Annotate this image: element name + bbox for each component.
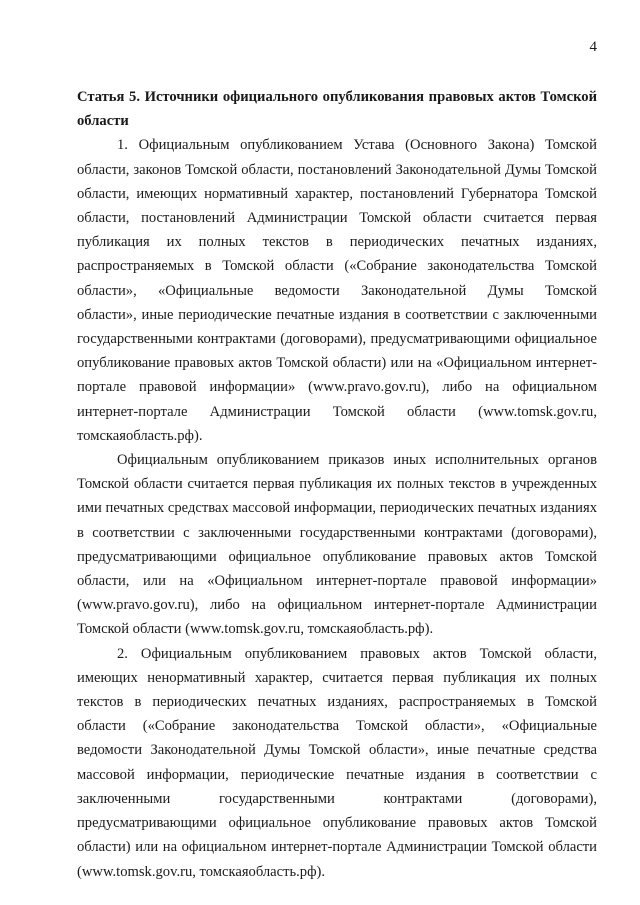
paragraph-3: 2. Официальным опубликованием правовых актов Томской области, имеющих ненормативный характер, считается первая публикация их полных текстов в периодических печатных изданиях, распространяемых в Томской области («Собрание законодательства Томской области», «Официальные ведомости Законодательной Думы Томской области», иные печатные средства массовой информации, периодические печатные издания в соответствии с заключенными государственными контрактами (договорами), предусматривающими официальное опубликование правовых актов Томской области) или на официальном интернет-портале Администрации Томской области (www.tomsk.gov.ru, томскаяобласть.рф). (77, 645, 597, 880)
paragraph-1: 1. Официальным опубликованием Устава (Основного Закона) Томской области, законов Томской области, постановлений Законодательной Думы Томской области, имеющих нормативный характер, постановлений Губернатора Томской области, постановлений Администрации Томской области считается первая публикация их полных текстов в периодических печатных изданиях, распространяемых в Томской области («Собрание законодательства Томской области», «Официальные ведомости Законодательной Думы Томской области», иные периодические печатные издания в соответствии с заключенными государственными контрактами (договорами), предусматривающими официальное опубликование правовых актов Томской области) или на «Официальном интернет-портале правовой информации» (www.pravo.gov.ru), либо на официальном интернет-портале Администрации Томской области (www.tomsk.gov.ru, томскаяобласть.рф). (77, 137, 597, 444)
article-title: Статья 5. Источники официального опубликования правовых актов Томской области (77, 89, 597, 130)
paragraph-2: Официальным опубликованием приказов иных исполнительных органов Томской области считается первая публикация их полных текстов в учрежденных ими печатных средствах массовой информации, периодических печатных изданиях в соответствии с заключенными государственными контрактами (договорами), предусматривающими официальное опубликование правовых актов Томской области, или на «Официальном интернет-портале правовой информации» (www.pravo.gov.ru), либо на официальном интернет-портале Администрации Томской области (www.tomsk.gov.ru, томскаяобласть.рф). (77, 452, 597, 638)
page-number: 4 (589, 39, 597, 55)
article-body (77, 85, 597, 884)
